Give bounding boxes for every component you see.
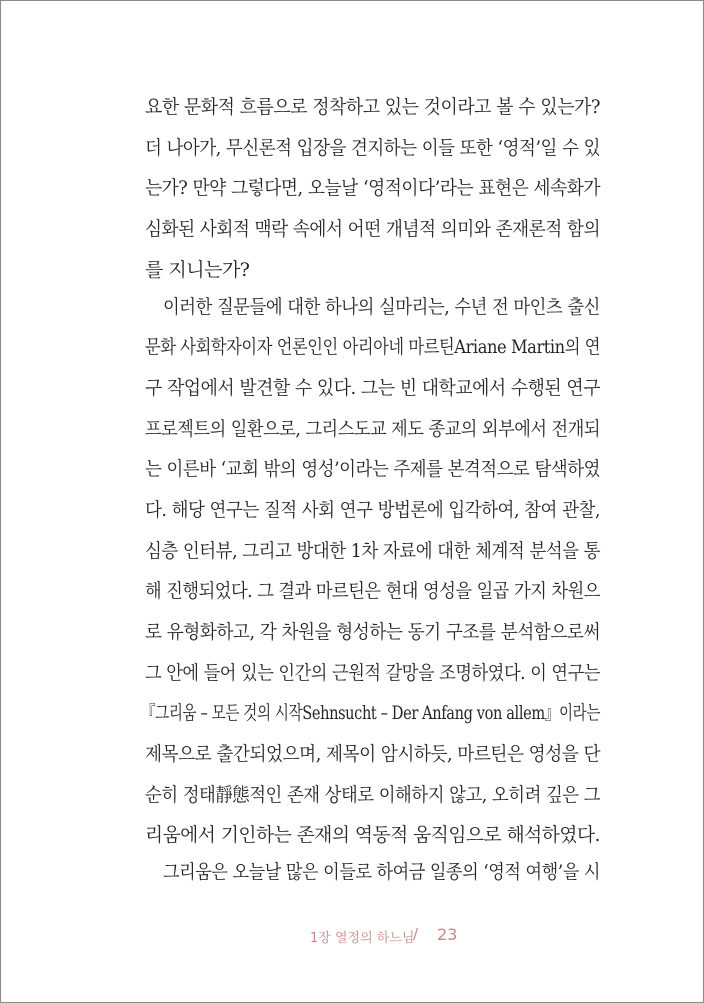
- page-number: 23: [437, 925, 458, 944]
- text-line: 로 유형화하고, 각 차원을 형성하는 동기 구조를 분석함으로써: [145, 621, 600, 643]
- text-line: 다. 해당 연구는 질적 사회 연구 방법론에 입각하여, 참여 관찰,: [145, 499, 600, 521]
- text-line: 요한 문화적 흐름으로 정착하고 있는 것이라고 볼 수 있는가?: [145, 96, 601, 118]
- text-line: 제목으로 출간되었으며, 제목이 암시하듯, 마르틴은 영성을 단: [145, 743, 600, 765]
- text-line: 심층 인터뷰, 그리고 방대한 1차 자료에 대한 체계적 분석을 통: [145, 540, 601, 562]
- text-line: 를 지니는가?: [145, 259, 250, 281]
- text-line: 는가? 만약 그렇다면, 오늘날 ‘영적이다’라는 표현은 세속화가: [145, 177, 601, 199]
- text-line: 는 이른바 ‘교회 밖의 영성’이라는 주제를 본격적으로 탐색하였: [145, 458, 600, 480]
- text-line: 구 작업에서 발견할 수 있다. 그는 빈 대학교에서 수행된 연구: [145, 377, 601, 399]
- text-line: 그리움은 오늘날 많은 이들로 하여금 일종의 ‘영적 여행’을 시: [163, 861, 601, 883]
- text-line: 순히 정태靜態적인 존재 상태로 이해하지 않고, 오히려 깊은 그: [145, 784, 601, 806]
- text-line: 그 안에 들어 있는 인간의 근원적 갈망을 조명하였다. 이 연구는: [145, 662, 600, 684]
- text-line: 더 나아가, 무신론적 입장을 견지하는 이들 또한 ‘영적’일 수 있: [145, 137, 600, 159]
- text-line: 『그리움 – 모든 것의 시작Sehnsucht – Der Anfang von allem』이라는: [141, 702, 601, 724]
- text-line: 심화된 사회적 맥락 속에서 어떤 개념적 의미와 존재론적 함의: [145, 218, 600, 240]
- text-line: 해 진행되었다. 그 결과 마르틴은 현대 영성을 일곱 가지 차원으: [145, 580, 600, 602]
- footer-separator: /: [413, 925, 419, 943]
- text-line: 프로젝트의 일환으로, 그리스도교 제도 종교의 외부에서 전개되: [145, 418, 600, 440]
- page-footer: [0, 924, 704, 948]
- text-line: 이러한 질문들에 대한 하나의 실마리는, 수년 전 마인츠 출신: [163, 296, 600, 318]
- running-chapter-title: 1장 열정의 하느님: [310, 931, 415, 946]
- text-line: 리움에서 기인하는 존재의 역동적 움직임으로 해석하였다.: [145, 824, 601, 846]
- text-line: 문화 사회학자이자 언론인인 아리아네 마르틴Ariane Martin의 연: [145, 336, 601, 358]
